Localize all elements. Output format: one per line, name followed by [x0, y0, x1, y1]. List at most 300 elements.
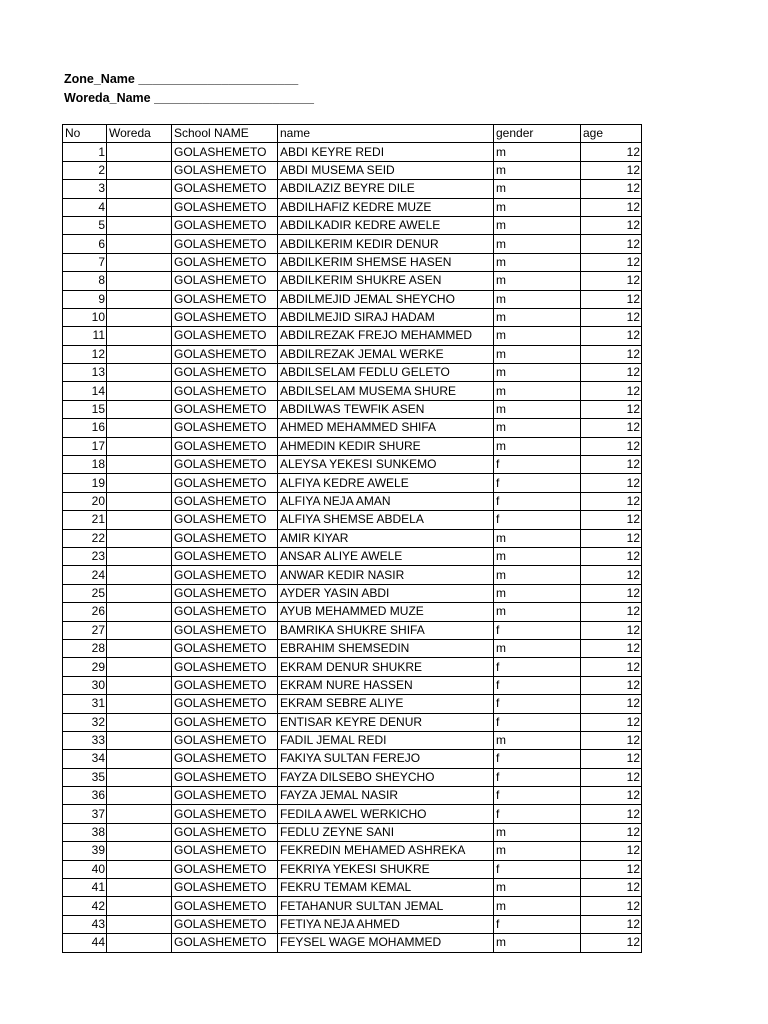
cell-no: 21	[63, 511, 107, 529]
cell-school-name: GOLASHEMETO	[172, 713, 278, 731]
cell-woreda	[107, 272, 172, 290]
table-row	[63, 180, 642, 198]
cell-name: ALEYSA YEKESI SUNKEMO	[278, 456, 494, 474]
cell-gender: m	[494, 290, 581, 308]
cell-school-name: GOLASHEMETO	[172, 235, 278, 253]
cell-school-name: GOLASHEMETO	[172, 492, 278, 510]
cell-no: 2	[63, 161, 107, 179]
cell-no: 43	[63, 915, 107, 933]
zone-name-label: Zone_Name _______________________	[64, 72, 299, 86]
cell-age: 12	[581, 216, 642, 234]
cell-age: 12	[581, 474, 642, 492]
cell-school-name: GOLASHEMETO	[172, 915, 278, 933]
cell-school-name: GOLASHEMETO	[172, 934, 278, 952]
cell-school-name: GOLASHEMETO	[172, 529, 278, 547]
cell-age: 12	[581, 272, 642, 290]
cell-gender: f	[494, 768, 581, 786]
cell-gender: m	[494, 879, 581, 897]
cell-name: EKRAM NURE HASSEN	[278, 676, 494, 694]
cell-gender: m	[494, 198, 581, 216]
cell-woreda	[107, 529, 172, 547]
woreda-name-label: Woreda_Name _______________________	[64, 91, 314, 105]
cell-name: EKRAM DENUR SHUKRE	[278, 658, 494, 676]
column-header-school-name: School NAME	[172, 125, 278, 143]
cell-no: 5	[63, 216, 107, 234]
cell-age: 12	[581, 419, 642, 437]
form-header	[64, 70, 314, 108]
cell-no: 8	[63, 272, 107, 290]
cell-age: 12	[581, 750, 642, 768]
cell-gender: m	[494, 272, 581, 290]
cell-gender: f	[494, 658, 581, 676]
cell-name: FETAHANUR SULTAN JEMAL	[278, 897, 494, 915]
cell-no: 3	[63, 180, 107, 198]
table-row	[63, 547, 642, 565]
cell-no: 42	[63, 897, 107, 915]
cell-school-name: GOLASHEMETO	[172, 750, 278, 768]
cell-gender: m	[494, 364, 581, 382]
table-row	[63, 198, 642, 216]
cell-woreda	[107, 308, 172, 326]
cell-school-name: GOLASHEMETO	[172, 768, 278, 786]
cell-age: 12	[581, 529, 642, 547]
cell-woreda	[107, 823, 172, 841]
cell-age: 12	[581, 566, 642, 584]
cell-gender: m	[494, 584, 581, 602]
table-row	[63, 272, 642, 290]
table-row	[63, 676, 642, 694]
cell-no: 37	[63, 805, 107, 823]
table-row	[63, 161, 642, 179]
cell-name: ANSAR ALIYE AWELE	[278, 547, 494, 565]
cell-woreda	[107, 290, 172, 308]
cell-age: 12	[581, 180, 642, 198]
cell-school-name: GOLASHEMETO	[172, 161, 278, 179]
cell-woreda	[107, 676, 172, 694]
cell-no: 25	[63, 584, 107, 602]
cell-no: 11	[63, 327, 107, 345]
cell-school-name: GOLASHEMETO	[172, 621, 278, 639]
cell-age: 12	[581, 253, 642, 271]
cell-age: 12	[581, 823, 642, 841]
table-row	[63, 437, 642, 455]
table-row	[63, 290, 642, 308]
cell-woreda	[107, 511, 172, 529]
cell-school-name: GOLASHEMETO	[172, 566, 278, 584]
cell-age: 12	[581, 860, 642, 878]
cell-name: ABDILMEJID JEMAL SHEYCHO	[278, 290, 494, 308]
cell-no: 22	[63, 529, 107, 547]
cell-no: 39	[63, 842, 107, 860]
table-row	[63, 842, 642, 860]
cell-gender: m	[494, 603, 581, 621]
cell-school-name: GOLASHEMETO	[172, 456, 278, 474]
cell-gender: m	[494, 308, 581, 326]
cell-no: 41	[63, 879, 107, 897]
cell-name: ABDILHAFIZ KEDRE MUZE	[278, 198, 494, 216]
cell-name: AYUB MEHAMMED MUZE	[278, 603, 494, 621]
cell-woreda	[107, 547, 172, 565]
table-row	[63, 235, 642, 253]
cell-name: AYDER YASIN ABDI	[278, 584, 494, 602]
table-row	[63, 456, 642, 474]
cell-name: ABDILKERIM SHUKRE ASEN	[278, 272, 494, 290]
cell-gender: m	[494, 161, 581, 179]
cell-age: 12	[581, 603, 642, 621]
table-row	[63, 345, 642, 363]
cell-name: EBRAHIM SHEMSEDIN	[278, 639, 494, 657]
cell-woreda	[107, 915, 172, 933]
cell-school-name: GOLASHEMETO	[172, 787, 278, 805]
cell-no: 34	[63, 750, 107, 768]
cell-gender: m	[494, 253, 581, 271]
cell-name: ANWAR KEDIR NASIR	[278, 566, 494, 584]
cell-age: 12	[581, 731, 642, 749]
cell-school-name: GOLASHEMETO	[172, 695, 278, 713]
cell-gender: f	[494, 915, 581, 933]
cell-age: 12	[581, 768, 642, 786]
cell-school-name: GOLASHEMETO	[172, 584, 278, 602]
cell-school-name: GOLASHEMETO	[172, 198, 278, 216]
cell-age: 12	[581, 897, 642, 915]
cell-gender: m	[494, 235, 581, 253]
cell-woreda	[107, 879, 172, 897]
cell-name: FAYZA JEMAL NASIR	[278, 787, 494, 805]
cell-woreda	[107, 419, 172, 437]
cell-school-name: GOLASHEMETO	[172, 805, 278, 823]
cell-gender: f	[494, 787, 581, 805]
cell-no: 32	[63, 713, 107, 731]
cell-gender: f	[494, 492, 581, 510]
table-row	[63, 805, 642, 823]
cell-gender: f	[494, 474, 581, 492]
table-row	[63, 750, 642, 768]
cell-name: ABDI MUSEMA SEID	[278, 161, 494, 179]
cell-no: 7	[63, 253, 107, 271]
table-row	[63, 603, 642, 621]
column-header-woreda: Woreda	[107, 125, 172, 143]
table-row	[63, 566, 642, 584]
cell-school-name: GOLASHEMETO	[172, 290, 278, 308]
cell-name: FEKRIYA YEKESI SHUKRE	[278, 860, 494, 878]
cell-age: 12	[581, 456, 642, 474]
cell-school-name: GOLASHEMETO	[172, 823, 278, 841]
cell-gender: f	[494, 456, 581, 474]
table-row	[63, 860, 642, 878]
cell-no: 31	[63, 695, 107, 713]
cell-gender: f	[494, 860, 581, 878]
cell-gender: m	[494, 897, 581, 915]
cell-no: 27	[63, 621, 107, 639]
cell-school-name: GOLASHEMETO	[172, 327, 278, 345]
cell-name: ABDILREZAK FREJO MEHAMMED	[278, 327, 494, 345]
table-row	[63, 419, 642, 437]
cell-name: ABDILREZAK JEMAL WERKE	[278, 345, 494, 363]
cell-woreda	[107, 198, 172, 216]
cell-woreda	[107, 180, 172, 198]
cell-age: 12	[581, 915, 642, 933]
cell-no: 16	[63, 419, 107, 437]
cell-no: 28	[63, 639, 107, 657]
cell-woreda	[107, 143, 172, 161]
cell-school-name: GOLASHEMETO	[172, 253, 278, 271]
cell-school-name: GOLASHEMETO	[172, 731, 278, 749]
cell-name: ABDI KEYRE REDI	[278, 143, 494, 161]
cell-school-name: GOLASHEMETO	[172, 603, 278, 621]
cell-age: 12	[581, 695, 642, 713]
cell-name: ABDILKERIM SHEMSE HASEN	[278, 253, 494, 271]
cell-no: 15	[63, 400, 107, 418]
cell-no: 36	[63, 787, 107, 805]
table-header-row	[63, 125, 642, 143]
cell-name: EKRAM SEBRE ALIYE	[278, 695, 494, 713]
cell-woreda	[107, 345, 172, 363]
table-row	[63, 308, 642, 326]
cell-gender: f	[494, 511, 581, 529]
cell-age: 12	[581, 676, 642, 694]
cell-woreda	[107, 842, 172, 860]
cell-gender: f	[494, 695, 581, 713]
cell-gender: m	[494, 437, 581, 455]
cell-name: ABDILAZIZ BEYRE DILE	[278, 180, 494, 198]
cell-age: 12	[581, 364, 642, 382]
cell-age: 12	[581, 713, 642, 731]
cell-gender: f	[494, 713, 581, 731]
cell-age: 12	[581, 382, 642, 400]
cell-school-name: GOLASHEMETO	[172, 180, 278, 198]
cell-gender: m	[494, 731, 581, 749]
cell-woreda	[107, 860, 172, 878]
cell-age: 12	[581, 934, 642, 952]
cell-school-name: GOLASHEMETO	[172, 658, 278, 676]
cell-woreda	[107, 161, 172, 179]
cell-no: 35	[63, 768, 107, 786]
cell-school-name: GOLASHEMETO	[172, 216, 278, 234]
cell-name: AHMEDIN KEDIR SHURE	[278, 437, 494, 455]
cell-school-name: GOLASHEMETO	[172, 639, 278, 657]
table-row	[63, 492, 642, 510]
cell-no: 24	[63, 566, 107, 584]
table-row	[63, 787, 642, 805]
cell-age: 12	[581, 290, 642, 308]
cell-name: ABDILKADIR KEDRE AWELE	[278, 216, 494, 234]
cell-woreda	[107, 492, 172, 510]
table-body	[63, 143, 642, 952]
cell-gender: f	[494, 750, 581, 768]
cell-name: ALFIYA SHEMSE ABDELA	[278, 511, 494, 529]
table-row	[63, 584, 642, 602]
table-row	[63, 731, 642, 749]
cell-gender: f	[494, 805, 581, 823]
cell-gender: m	[494, 842, 581, 860]
cell-gender: m	[494, 327, 581, 345]
table-row	[63, 474, 642, 492]
cell-age: 12	[581, 327, 642, 345]
cell-name: ALFIYA NEJA AMAN	[278, 492, 494, 510]
cell-school-name: GOLASHEMETO	[172, 419, 278, 437]
cell-gender: m	[494, 547, 581, 565]
cell-name: FETIYA NEJA AHMED	[278, 915, 494, 933]
cell-gender: m	[494, 180, 581, 198]
cell-woreda	[107, 327, 172, 345]
cell-age: 12	[581, 842, 642, 860]
cell-woreda	[107, 253, 172, 271]
cell-no: 44	[63, 934, 107, 952]
cell-woreda	[107, 382, 172, 400]
student-roster-table	[62, 124, 642, 953]
cell-school-name: GOLASHEMETO	[172, 364, 278, 382]
cell-age: 12	[581, 584, 642, 602]
cell-name: ABDILSELAM FEDLU GELETO	[278, 364, 494, 382]
cell-age: 12	[581, 547, 642, 565]
cell-age: 12	[581, 437, 642, 455]
cell-name: ABDILMEJID SIRAJ HADAM	[278, 308, 494, 326]
cell-age: 12	[581, 658, 642, 676]
table-row	[63, 529, 642, 547]
cell-age: 12	[581, 161, 642, 179]
cell-woreda	[107, 695, 172, 713]
cell-gender: m	[494, 400, 581, 418]
table-row	[63, 934, 642, 952]
cell-school-name: GOLASHEMETO	[172, 511, 278, 529]
cell-no: 29	[63, 658, 107, 676]
cell-woreda	[107, 456, 172, 474]
cell-school-name: GOLASHEMETO	[172, 308, 278, 326]
cell-no: 12	[63, 345, 107, 363]
cell-age: 12	[581, 400, 642, 418]
table-row	[63, 143, 642, 161]
cell-name: AMIR KIYAR	[278, 529, 494, 547]
cell-age: 12	[581, 879, 642, 897]
cell-name: FADIL JEMAL REDI	[278, 731, 494, 749]
cell-age: 12	[581, 308, 642, 326]
cell-age: 12	[581, 511, 642, 529]
cell-woreda	[107, 805, 172, 823]
cell-name: BAMRIKA SHUKRE SHIFA	[278, 621, 494, 639]
cell-no: 19	[63, 474, 107, 492]
cell-woreda	[107, 768, 172, 786]
cell-school-name: GOLASHEMETO	[172, 547, 278, 565]
cell-school-name: GOLASHEMETO	[172, 860, 278, 878]
cell-no: 23	[63, 547, 107, 565]
cell-name: ENTISAR KEYRE DENUR	[278, 713, 494, 731]
cell-name: ABDILWAS TEWFIK ASEN	[278, 400, 494, 418]
cell-school-name: GOLASHEMETO	[172, 842, 278, 860]
cell-age: 12	[581, 143, 642, 161]
cell-woreda	[107, 566, 172, 584]
cell-name: FEDILA AWEL WERKICHO	[278, 805, 494, 823]
cell-gender: m	[494, 639, 581, 657]
table-row	[63, 327, 642, 345]
table-row	[63, 400, 642, 418]
cell-woreda	[107, 731, 172, 749]
cell-name: ABDILSELAM MUSEMA SHURE	[278, 382, 494, 400]
cell-school-name: GOLASHEMETO	[172, 345, 278, 363]
cell-woreda	[107, 658, 172, 676]
cell-no: 33	[63, 731, 107, 749]
cell-no: 26	[63, 603, 107, 621]
cell-name: FEKRU TEMAM KEMAL	[278, 879, 494, 897]
column-header-no: No	[63, 125, 107, 143]
cell-no: 14	[63, 382, 107, 400]
cell-age: 12	[581, 621, 642, 639]
cell-woreda	[107, 787, 172, 805]
cell-woreda	[107, 897, 172, 915]
column-header-name: name	[278, 125, 494, 143]
cell-school-name: GOLASHEMETO	[172, 437, 278, 455]
table-row	[63, 879, 642, 897]
table-row	[63, 915, 642, 933]
cell-no: 38	[63, 823, 107, 841]
table-row	[63, 695, 642, 713]
cell-no: 10	[63, 308, 107, 326]
cell-no: 20	[63, 492, 107, 510]
cell-gender: f	[494, 621, 581, 639]
cell-no: 17	[63, 437, 107, 455]
cell-no: 40	[63, 860, 107, 878]
table-row	[63, 897, 642, 915]
cell-age: 12	[581, 805, 642, 823]
table-row	[63, 216, 642, 234]
cell-school-name: GOLASHEMETO	[172, 400, 278, 418]
cell-woreda	[107, 934, 172, 952]
cell-woreda	[107, 639, 172, 657]
cell-gender: m	[494, 216, 581, 234]
cell-gender: m	[494, 823, 581, 841]
table-row	[63, 658, 642, 676]
table-row	[63, 823, 642, 841]
cell-age: 12	[581, 639, 642, 657]
cell-name: ALFIYA KEDRE AWELE	[278, 474, 494, 492]
cell-school-name: GOLASHEMETO	[172, 143, 278, 161]
column-header-age: age	[581, 125, 642, 143]
column-header-gender: gender	[494, 125, 581, 143]
table-row	[63, 768, 642, 786]
cell-no: 6	[63, 235, 107, 253]
cell-woreda	[107, 235, 172, 253]
cell-name: FAKIYA SULTAN FEREJO	[278, 750, 494, 768]
cell-school-name: GOLASHEMETO	[172, 474, 278, 492]
cell-name: FEDLU ZEYNE SANI	[278, 823, 494, 841]
cell-no: 18	[63, 456, 107, 474]
cell-woreda	[107, 621, 172, 639]
cell-no: 13	[63, 364, 107, 382]
cell-name: FEYSEL WAGE MOHAMMED	[278, 934, 494, 952]
cell-gender: m	[494, 934, 581, 952]
cell-name: FAYZA DILSEBO SHEYCHO	[278, 768, 494, 786]
cell-gender: m	[494, 566, 581, 584]
cell-name: ABDILKERIM KEDIR DENUR	[278, 235, 494, 253]
table-row	[63, 253, 642, 271]
cell-school-name: GOLASHEMETO	[172, 272, 278, 290]
cell-woreda	[107, 750, 172, 768]
cell-gender: f	[494, 676, 581, 694]
cell-woreda	[107, 400, 172, 418]
cell-school-name: GOLASHEMETO	[172, 382, 278, 400]
table-row	[63, 713, 642, 731]
cell-gender: m	[494, 529, 581, 547]
cell-gender: m	[494, 345, 581, 363]
cell-school-name: GOLASHEMETO	[172, 897, 278, 915]
cell-woreda	[107, 437, 172, 455]
table-row	[63, 511, 642, 529]
cell-no: 30	[63, 676, 107, 694]
cell-woreda	[107, 713, 172, 731]
cell-name: FEKREDIN MEHAMED ASHREKA	[278, 842, 494, 860]
cell-gender: m	[494, 382, 581, 400]
cell-no: 1	[63, 143, 107, 161]
cell-no: 4	[63, 198, 107, 216]
